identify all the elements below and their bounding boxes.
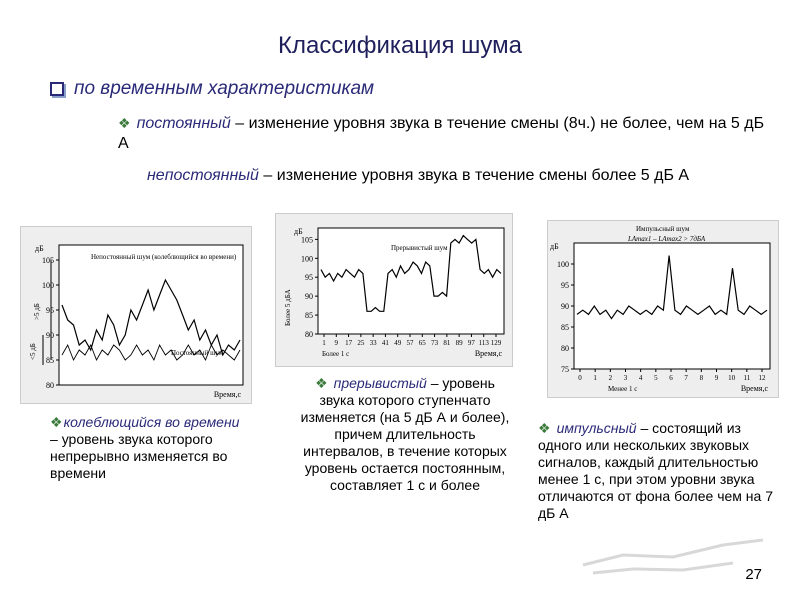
x-axis-label: Время,с [474,349,502,358]
x-tick-label: 9 [334,339,339,347]
annotation-formula: LAmax1 – LAmax2 > 7дБА [628,235,706,243]
annotation-intermittent: Прерывистый шум [391,244,448,252]
annotation-nonconstant: Непостоянный шум (колеблющийся во времени) [91,253,237,261]
impulse-text: состоящий из одного или нескольких звуковых сигналов, каждый длительностью менее 1 с, при этом уровни звука отличаются от фона более чем на 7 дБ А [538,420,773,521]
y-tick-label: 85 [561,323,569,332]
y-tick-label: 90 [305,292,313,302]
y-axis-label: Более 5 дБА [284,289,292,326]
chart-fluctuating [20,226,252,404]
x-tick-label: 57 [406,339,414,347]
chart-impulse-svg [548,221,778,397]
x-tick-label: 49 [394,339,402,347]
x-tick-label: 1 [322,339,326,347]
slide-title: Классификация шума [278,32,522,59]
y-tick-label: 85 [305,311,313,321]
y-tick-label: 90 [561,302,569,311]
chart-intermittent-svg [276,214,512,366]
constant-term: постоянный [136,115,231,132]
x-tick-label: 8 [699,374,704,382]
x-tick-label: 3 [623,374,628,382]
fluctuating-dash: – [50,431,58,447]
x-tick-label: 10 [728,374,736,382]
fluctuating-term: колеблющийся во времени [63,414,240,430]
y-axis-unit: дБ [35,244,44,253]
x-tick-label: 12 [758,374,766,382]
page-number: 27 [745,566,762,583]
x-tick-label: 5 [654,374,658,382]
x-tick-label: 2 [608,374,613,382]
x-tick-label: 1 [593,374,597,382]
y-tick-label: 80 [46,381,54,390]
x-tick-label: 17 [345,339,353,347]
x-tick-label: 4 [638,374,643,382]
x-tick-label: 33 [369,339,377,347]
nonconstant-text: изменение уровня звука в течение смены более 5 дБ А [276,167,690,184]
y-tick-label: 105 [301,235,313,245]
impulse-term: импульсный [556,420,637,436]
x-tick-label: 113 [478,339,489,347]
intermittent-dash: – [430,375,439,391]
y-tick-label: 90 [46,331,54,340]
range-label: Менее 1 с [608,385,638,393]
subtitle: по временным характеристикам [74,78,375,99]
fluctuating-description [50,414,240,482]
x-tick-label: 65 [418,339,426,347]
x-tick-label: 41 [381,339,389,347]
diamond-bullet-icon: ❖ [315,375,328,391]
x-tick-label: 11 [743,374,751,382]
constant-definition [118,113,768,154]
x-tick-label: 129 [490,339,502,347]
x-tick-label: 6 [669,374,673,382]
diamond-bullet-icon: ❖ [538,420,551,436]
y-tick-label: 105 [42,256,54,265]
constant-dash: – [235,115,245,132]
chart-intermittent [275,213,513,367]
x-tick-label: 97 [467,339,475,347]
y-tick-label: 80 [305,330,313,339]
nonconstant-term: непостоянный [147,167,259,184]
x-axis-label: Время,с [740,384,768,393]
nonconstant-definition [147,166,777,186]
constant-text: изменение уровня звука в течение смены (8ч.) не более, чем на 5 дБ А [118,115,765,152]
y-tick-label: 85 [46,356,54,365]
intermittent-term: прерывистый [333,375,427,391]
range-label: >5 дБ [33,303,41,320]
range-label: <5 дБ [29,343,37,360]
y-tick-label: 75 [561,365,569,374]
y-axis-unit: дБ [294,227,303,236]
y-axis-unit: дБ [550,242,559,251]
y-tick-label: 95 [305,273,313,283]
y-tick-label: 100 [42,281,54,290]
y-tick-label: 100 [301,254,313,264]
y-tick-label: 100 [557,260,569,269]
nonconstant-dash: – [263,167,273,184]
annotation-constant: Постоянный шум [171,349,224,357]
x-tick-label: 0 [578,374,582,382]
x-tick-label: 9 [714,374,719,382]
x-axis-label: Время,с [213,390,241,399]
checkbox-bullet-icon [50,82,64,96]
plot-area [59,245,243,385]
y-tick-label: 95 [561,281,569,290]
chart-fluctuating-svg [21,227,251,403]
chart-impulse [547,220,779,398]
diamond-bullet-icon: ❖ [118,115,131,131]
x-tick-label: 89 [455,339,463,347]
impulse-description [538,420,778,522]
plot-area [574,243,770,369]
fluctuating-text: уровень звука которого непрерывно изменяется во времени [50,431,228,481]
impulse-dash: – [640,420,649,436]
intermittent-text: уровень звука которого ступенчато изменяется (на 5 дБ А и более), причем длительность интервалов, в течение которых уровень остается постоянным, составляет 1 с и более [300,375,510,493]
x-tick-label: 25 [357,339,365,347]
y-tick-label: 95 [46,306,54,315]
range-label: Более 1 с [322,350,350,358]
watermark-logo [563,525,773,580]
subtitle-line [50,78,374,100]
annotation-impulse: Импульсный шум [636,225,690,233]
x-tick-label: 7 [684,374,688,382]
y-tick-label: 80 [561,344,569,353]
diamond-bullet-icon: ❖ [50,414,63,430]
intermittent-description [300,375,510,494]
x-tick-label: 81 [443,339,451,347]
x-tick-label: 73 [431,339,439,347]
